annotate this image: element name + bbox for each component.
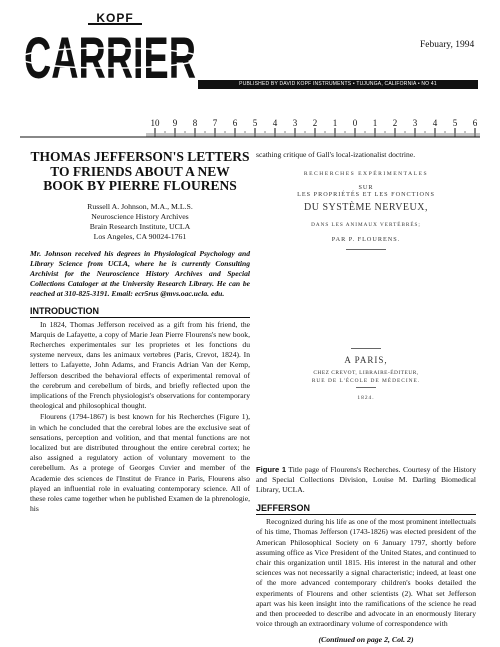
figure-line-9: RUE DE L'ÉCOLE DE MÉDECINE.: [311, 378, 421, 385]
figure-line-1: RECHERCHES EXPÉRIMENTALES: [303, 171, 429, 178]
kopf-logo-text: KOPF: [88, 12, 142, 25]
ruler-label: 4: [432, 118, 438, 128]
issue-date: Febuary, 1994: [420, 40, 475, 50]
figure-line-8: CHEZ CREVOT, LIBRAIRE-ÉDITEUR,: [313, 370, 419, 377]
title-page-figure: [256, 165, 476, 457]
introduction-heading: INTRODUCTION: [30, 306, 250, 318]
figure-line-7: A PARIS,: [344, 355, 388, 366]
ruler-label: 3: [292, 118, 298, 128]
figure-caption-text: Title page of Flourens's Recherches. Courtesy of the History and Special Collections Division, Louise M. Darling Biomedical Library, UCLA.: [256, 465, 476, 495]
figure-rule-1: [346, 249, 386, 250]
ruler-graphic: [20, 116, 480, 138]
stereotaxic-ruler: [20, 116, 480, 138]
jefferson-paragraph-1: Recognized during his life as one of the most prominent intellectuals of his time, Thomas Jefferson (1743-1826) was elected president of the American Philosophical Society on 6 January 1797, shortly before assuming office as Vice President of the United States, and continued to chair this organization until 1815. His interest in the natural and other sciences was not necessarily a signal characteristic; indeed, at least one of the more advanced contemporary children's books detailed the experiments of Flourens and other scientists (2). What set Jefferson apart was his keen insight into the ramifications of the science he read and then proceeded to describe and advocate in an enormously literary voice through an extraordinary volume of correspondence with: [256, 517, 476, 629]
ruler-label: 3: [412, 118, 418, 128]
carrier-logo-graphic: [20, 24, 200, 91]
byline: [30, 202, 250, 242]
carrier-logo: [20, 24, 200, 91]
right-column-lead: scathing critique of Gall's local-izationalist doctrine.: [256, 150, 416, 159]
intro-paragraph-1: In 1824, Thomas Jefferson received as a gift from his friend, the Marquis de Lafayette, a copy of Marie Jean Pierre Flourens's new book, Recherches experimentales sur les proprietes et les fonctions du systeme nerveux, dans les animaux vertebres (Paris, Crevot, 1824). In letters to Lafayette, John Adams, and Francis Adrian Van der Kemp, Jefferson described the behavioral effects of experimental removal of the cerebrum and cerebellum of birds, and briefly reflected upon the implications of the French physiologist's observations for contemporary theological and philosophical thought.: [30, 319, 250, 411]
figure-rule-2: [351, 348, 381, 349]
ruler-label: 5: [452, 118, 458, 128]
author-name: Russell A. Johnson, M.A., M.L.S.: [87, 201, 193, 211]
figure-line-4: DU SYSTÈME NERVEUX,: [304, 202, 428, 214]
figure-line-3: LES PROPRIÉTÉS ET LES FONCTIONS: [297, 191, 435, 199]
jefferson-heading: JEFFERSON: [256, 503, 476, 515]
figure-rule-3: [356, 387, 376, 388]
figure-line-10: 1824.: [357, 395, 375, 402]
ruler-label: 6: [472, 118, 478, 128]
ruler-label: 8: [192, 118, 198, 128]
ruler-label: 1: [372, 118, 378, 128]
masthead: [0, 0, 500, 150]
ruler-label: 6: [232, 118, 238, 128]
article-title: THOMAS JEFFERSON'S LETTERS TO FRIENDS ABOUT A NEW BOOK BY PIERRE FLOURENS: [30, 149, 250, 193]
ruler-label: 2: [392, 118, 398, 128]
right-column: [256, 150, 476, 646]
ruler-label: 10: [150, 118, 160, 128]
ruler-label: 1: [332, 118, 338, 128]
left-column: [30, 150, 250, 515]
carrier-logo-text: CARRIER: [24, 26, 196, 91]
author-address: Los Angeles, CA 90024-1761: [93, 231, 187, 241]
figure-line-2: SUR: [358, 184, 374, 192]
author-affiliation-2: Brain Research Institute, UCLA: [89, 221, 191, 231]
ruler-label: 5: [252, 118, 258, 128]
publisher-line: PUBLISHED BY DAVID KOPF INSTRUMENTS • TUJUNGA, CALIFORNIA • NO 41: [198, 80, 478, 89]
ruler-label: 0: [352, 118, 358, 128]
ruler-label: 2: [312, 118, 318, 128]
ruler-label: 9: [172, 118, 178, 128]
author-affiliation-1: Neuroscience History Archives: [91, 211, 189, 221]
figure-line-6: PAR P. FLOURENS.: [331, 236, 401, 244]
continued-note: (Continued on page 2, Col. 2): [318, 635, 414, 645]
intro-paragraph-2: Flourens (1794-1867) is best known for his Recherches (Figure 1), in which he concluded that the cerebral lobes are the exclusive seat of sensations, perception and volition, and that mental functions are not localized but are distributed throughout the entire cerebral cortex; he also assigned a regulatory action of voluntary movement to the cerebellum. As a protege of Georges Cuvier and member of the Academie des sciences de l'Institut de France in Paris, Flourens also played an influential role in evaluating contemporary science. All of these roles came together when he published Examen de la phrenologie, his: [30, 412, 250, 514]
author-bio: Mr. Johnson received his degrees in Physiological Psychology and Library Science from UCLA, where he is currently Consulting Archivist for the Neuroscience History Archives and Special Collections Cataloger at the University Research Library. He can be reached at 310-825-3191. Email: ecr5rus @mvs.oac.ucla. edu.: [30, 248, 250, 298]
ruler-label: 4: [272, 118, 278, 128]
figure-line-5: DANS LES ANIMAUX VERTÉBRÉS;: [311, 222, 421, 229]
figure-caption-label: Figure 1: [256, 465, 287, 475]
ruler-label: 7: [212, 118, 218, 128]
figure-caption: [256, 465, 476, 495]
